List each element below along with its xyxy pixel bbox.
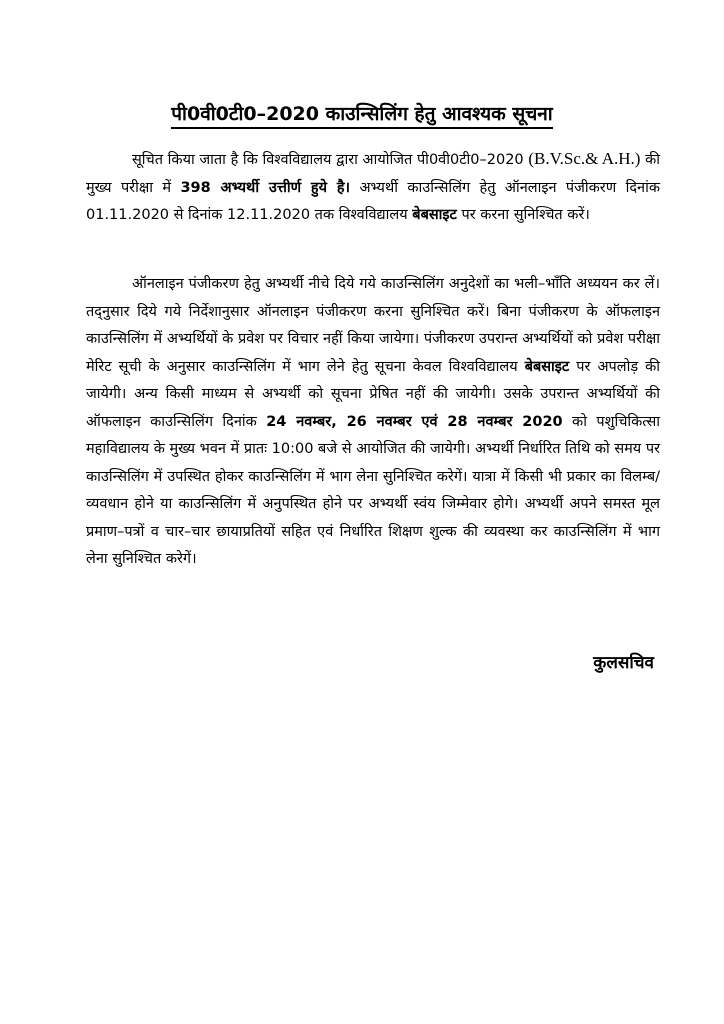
p2-text-1: ऑनलाइन पंजीकरण हेतु अभ्यर्थी नीचे दिये गये काउन्सिलिंग अनुदेशों का भली–भाँति अध्ययन कर लें। तद्नुसार दिये गये निर्देशानुसार ऑनलाइन पंजीकरण करना सुनिश्चित करें। बिना पंजीकरण के ऑफलाइन काउन्सिलिंग में अभ्यर्थियों के प्रवेश पर विचार नहीं किया जायेगा। पंजीकरण उपरान्त अभ्यर्थियों को प्रवेश परीक्षा मेरिट सूची के अनुसार काउन्सिलिंग में भाग लेने हेतु सूचना केवल विश्वविद्यालय xyxy=(86,276,660,375)
paragraph-instructions xyxy=(86,271,660,574)
p1-text-3: अभ्यर्थी काउन्सिलिंग हेतु ऑनलाइन पंजीकरण दिनांक 01.11.2020 से दिनांक 12.11.2020 तक विश्वविद्यालय xyxy=(86,179,660,223)
page-title xyxy=(0,100,724,128)
paragraph-registration xyxy=(86,145,660,230)
p1-text-4: पर करना सुनिश्चित करें। xyxy=(456,207,590,223)
p1-text-2: की मुख्य परीक्षा में xyxy=(86,152,660,196)
title-text: पी0वी0टी0–2020 काउन्सिलिंग हेतु आवश्यक सूचना xyxy=(171,103,552,129)
p2-text-3: को पशुचिकित्सा महाविद्यालय के मुख्य भवन में प्रातः 10:00 बजे से आयोजित की जायेगी। अभ्यर्थी निर्धारित तिथि को समय पर काउन्सिलिंग में उपस्थित होकर काउन्सिलिंग में भाग लेना सुनिश्चित करेगें। यात्रा में किसी भी प्रकार का विलम्ब/व्यवधान होने या काउन्सिलिंग में अनुपस्थित होने पर अभ्यर्थी स्वंय जिम्मेवार होगे। अभ्यर्थी अपने समस्त मूल प्रमाण–पत्रों व चार–चार छायाप्रतियों सहित एवं निर्धारित शिक्षण शुल्क की व्यवस्था कर काउन्सिलिंग में भाग लेना सुनिश्चित करेगें। xyxy=(86,413,661,567)
p2-text-2: पर अपलोड़ की जायेगी। अन्य किसी माध्यम से अभ्यर्थी को सूचना प्रेषित नहीं की जायेगी। उसके उपरान्त अभ्यर्थियों की ऑफलाइन काउन्सिलिंग दिनांक xyxy=(86,358,661,430)
p2-website-word: बेबसाइट xyxy=(524,358,570,375)
p1-website-word: बेबसाइट xyxy=(412,207,457,223)
p1-text-1: सूचित किया जाता है कि विश्वविद्यालय द्वारा आयोजित पी0वी0टी0–2020 xyxy=(132,152,529,168)
p1-course-code: (B.V.Sc.& A.H.) xyxy=(528,149,641,168)
p2-counselling-dates: 24 नवम्बर, 26 नवम्बर एवं 28 नवम्बर 2020 xyxy=(266,413,563,430)
p1-qualified-count: 398 अभ्यर्थी उत्तीर्ण हुये है। xyxy=(180,179,351,196)
signature-registrar: कुलसचिव xyxy=(593,653,654,673)
